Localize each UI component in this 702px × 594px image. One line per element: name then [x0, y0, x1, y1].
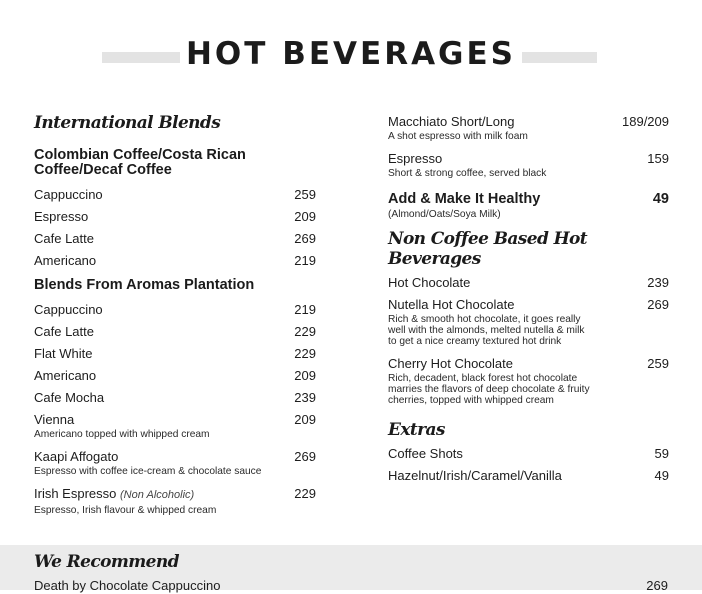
item-price: 219 — [294, 302, 316, 317]
item-description-line: Rich, decadent, black forest hot chocolate — [388, 373, 578, 384]
section-title-we-recommend: We Recommend — [34, 552, 179, 572]
menu-item — [388, 274, 669, 291]
group-title-colombian — [34, 148, 316, 178]
item-price: 269 — [294, 231, 316, 246]
item-name: Kaapi Affogato — [34, 449, 119, 464]
item-description-line: well with the almonds, melted nutella & milk — [388, 325, 585, 336]
item-price: 269 — [294, 449, 316, 464]
menu-item — [34, 367, 316, 384]
section-title-non-coffee: Non Coffee Based Hot Beverages — [388, 229, 588, 269]
item-price: 229 — [294, 486, 316, 501]
item-name: Coffee Shots — [388, 446, 463, 461]
menu-item — [388, 150, 669, 167]
menu-item — [34, 411, 316, 428]
menu-item — [34, 208, 316, 225]
addon-price: 49 — [652, 191, 669, 207]
item-name: Espresso — [34, 209, 89, 224]
item-name: Hot Chocolate — [388, 275, 471, 290]
menu-item — [34, 186, 316, 203]
item-price: 159 — [647, 151, 669, 166]
item-description-line: cherries, topped with whipped cream — [388, 395, 554, 406]
item-name: Cafe Latte — [34, 231, 94, 246]
item-price: 239 — [647, 275, 669, 290]
item-name: Macchiato Short/Long — [388, 114, 515, 129]
menu-item — [388, 355, 669, 372]
item-price: 229 — [294, 324, 316, 339]
menu-item — [34, 389, 316, 406]
item-price: 259 — [647, 356, 669, 371]
addon-item — [388, 190, 669, 208]
item-name-wrap — [34, 485, 194, 504]
item-price: 229 — [294, 346, 316, 361]
menu-item — [388, 467, 669, 484]
item-name: Flat White — [34, 346, 93, 361]
item-name: Nutella Hot Chocolate — [388, 297, 515, 312]
item-description: Espresso with coffee ice-cream & chocolate sauce — [34, 466, 262, 477]
item-price: 259 — [294, 187, 316, 202]
item-name: Americano — [34, 368, 97, 383]
group-title-line: Colombian Coffee/Costa Rican — [34, 147, 246, 163]
item-description-line: to get a nice creamy textured hot drink — [388, 336, 562, 347]
item-price: 189/209 — [622, 114, 669, 129]
group-title-line: Coffee/Decaf Coffee — [34, 162, 172, 178]
item-description: Short & strong coffee, served black — [388, 168, 547, 179]
addon-name: Add & Make It Healthy — [388, 191, 541, 207]
menu-item — [34, 577, 668, 594]
item-price: 209 — [294, 209, 316, 224]
menu-item — [34, 448, 316, 465]
item-price: 239 — [294, 390, 316, 405]
menu-item — [34, 323, 316, 340]
section-title-extras: Extras — [388, 420, 445, 440]
item-name: Americano — [34, 253, 97, 268]
item-name: Hazelnut/Irish/Caramel/Vanilla — [388, 468, 562, 483]
item-price: 269 — [646, 578, 668, 593]
item-name: Cafe Mocha — [34, 390, 105, 405]
right-column — [388, 113, 669, 484]
item-name: Death by Chocolate Cappuccino — [34, 578, 221, 593]
item-description: Espresso, Irish flavour & whipped cream — [34, 505, 217, 516]
item-description — [388, 373, 669, 406]
item-name: Cafe Latte — [34, 324, 94, 339]
item-name: Cappuccino — [34, 187, 103, 202]
item-name: Irish Espresso — [34, 486, 117, 501]
left-column — [34, 113, 316, 516]
page-title-wrap — [0, 36, 702, 72]
section-title-international-blends: International Blends — [34, 113, 221, 133]
page-title: HOT BEVERAGES — [180, 36, 522, 72]
menu-item — [34, 230, 316, 247]
item-name: Cherry Hot Chocolate — [388, 356, 513, 371]
menu-item — [388, 113, 669, 130]
menu-item — [388, 445, 669, 462]
item-price: 269 — [647, 297, 669, 312]
item-name: Cappuccino — [34, 302, 103, 317]
item-description-line: Rich & smooth hot chocolate, it goes really — [388, 314, 581, 325]
menu-item — [34, 301, 316, 318]
menu-item — [388, 296, 669, 313]
menu-item — [34, 485, 316, 504]
item-description — [388, 314, 669, 347]
item-price: 209 — [294, 368, 316, 383]
item-description-line: marries the flavors of deep chocolate & fruity — [388, 384, 590, 395]
item-price: 219 — [294, 253, 316, 268]
item-price: 59 — [654, 446, 669, 461]
addon-description: (Almond/Oats/Soya Milk) — [388, 209, 501, 220]
menu-item — [34, 345, 316, 362]
item-description: A shot espresso with milk foam — [388, 131, 528, 142]
item-description: Americano topped with whipped cream — [34, 429, 210, 440]
item-name: Espresso — [388, 151, 443, 166]
item-name: Vienna — [34, 412, 75, 427]
item-note: (Non Alcoholic) — [120, 489, 195, 501]
group-title-aromas: Blends From Aromas Plantation — [34, 277, 255, 293]
menu-item — [34, 252, 316, 269]
item-price: 209 — [294, 412, 316, 427]
item-price: 49 — [654, 468, 669, 483]
